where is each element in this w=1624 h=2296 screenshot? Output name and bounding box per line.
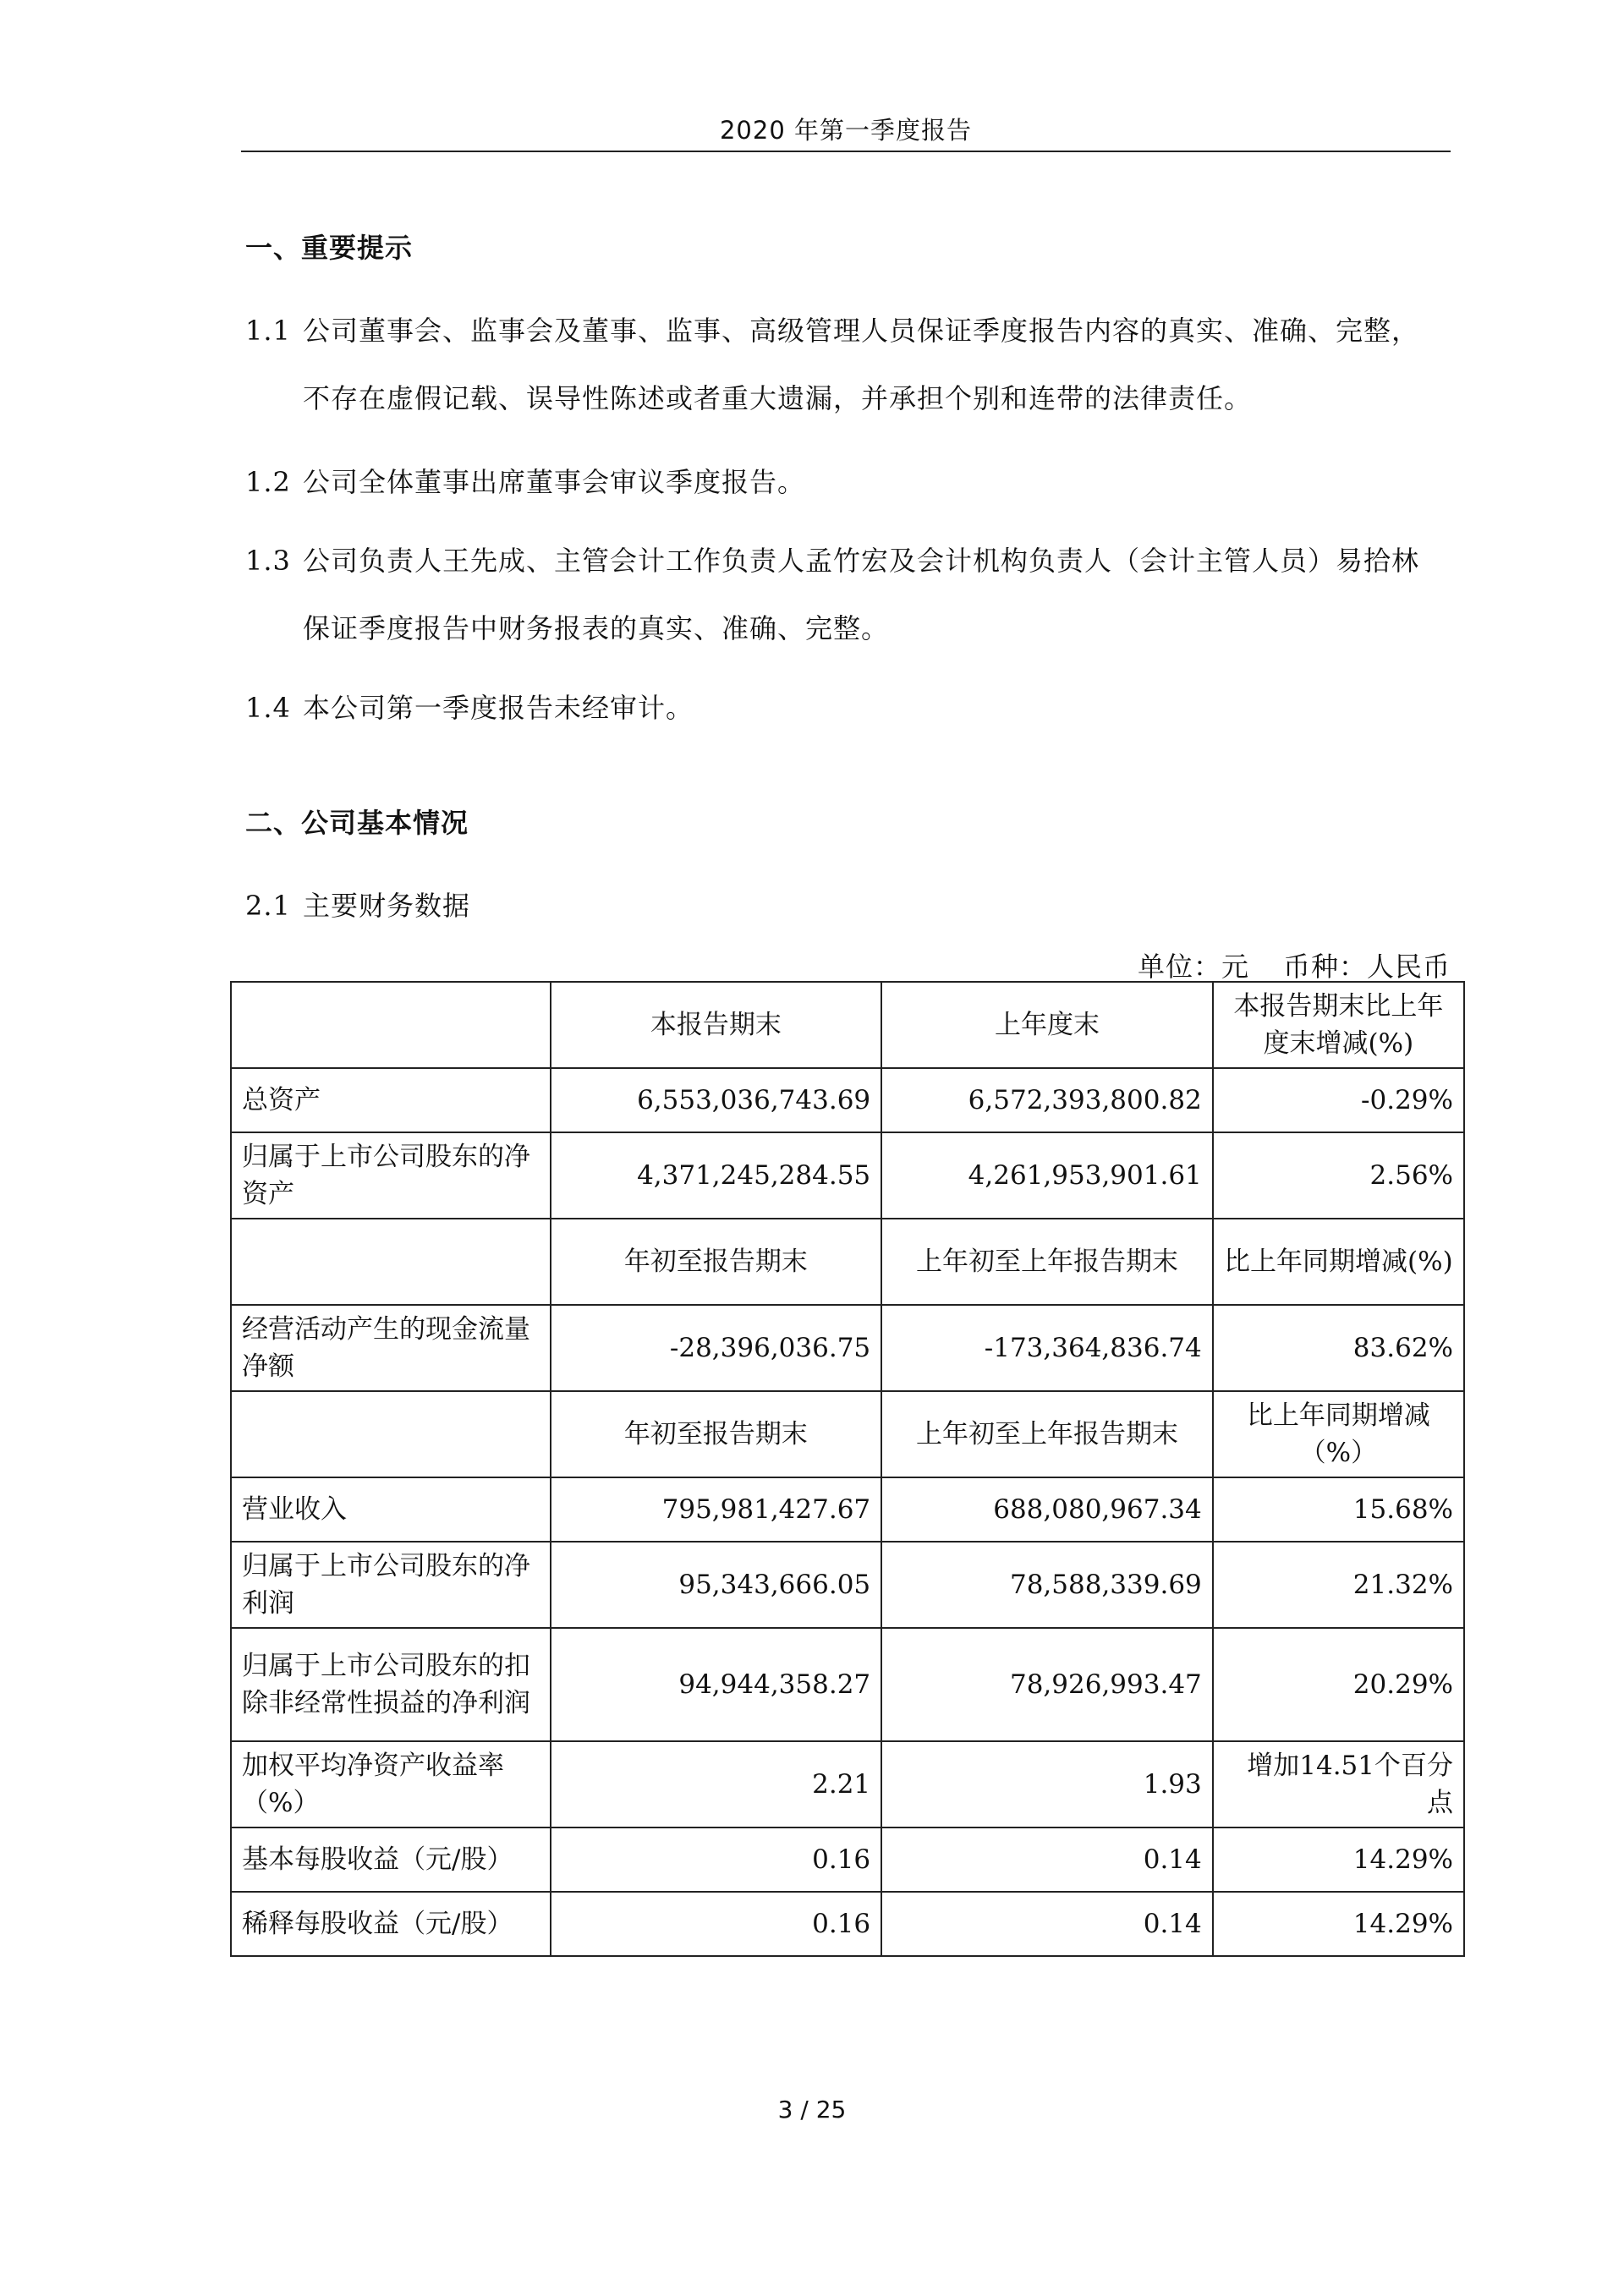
table-header-cell: 年初至报告期末 <box>551 1219 882 1305</box>
financial-data-table <box>230 981 1465 1957</box>
table-cell: 0.14 <box>881 1892 1213 1956</box>
row-label: 基本每股收益（元/股） <box>231 1827 551 1892</box>
row-label: 加权平均净资产收益率（%） <box>231 1741 551 1827</box>
row-label: 稀释每股收益（元/股） <box>231 1892 551 1956</box>
unit-label: 单位：元 <box>1137 951 1249 983</box>
row-label: 归属于上市公司股东的净资产 <box>231 1132 551 1219</box>
table-cell: -28,396,036.75 <box>551 1305 882 1391</box>
item-1-4 <box>245 687 694 726</box>
table-row <box>231 1827 1464 1892</box>
row-label: 归属于上市公司股东的净利润 <box>231 1542 551 1628</box>
table-row <box>231 1132 1464 1219</box>
table-row <box>231 1741 1464 1827</box>
table-header-row <box>231 1391 1464 1477</box>
item-1-3-cont: 保证季度报告中财务报表的真实、准确、完整。 <box>303 612 890 644</box>
table-cell: 增加14.51个百分点 <box>1213 1741 1464 1827</box>
item-text: 公司董事会、监事会及董事、监事、高级管理人员保证季度报告内容的真实、准确、完整， <box>303 315 1420 347</box>
table-cell <box>231 1219 551 1305</box>
subsection-title: 主要财务数据 <box>303 890 471 922</box>
row-label: 总资产 <box>231 1068 551 1132</box>
table-header-row <box>231 982 1464 1068</box>
unit-line <box>1138 945 1451 984</box>
table-cell: 14.29% <box>1213 1892 1464 1956</box>
page-number: 3 / 25 <box>777 2096 847 2123</box>
item-number: 1.2 <box>245 466 291 498</box>
table-cell: 2.56% <box>1213 1132 1464 1219</box>
row-label: 经营活动产生的现金流量净额 <box>231 1305 551 1391</box>
table-header-cell: 本报告期末比上年度末增减(%) <box>1213 982 1464 1068</box>
item-1-1-cont: 不存在虚假记载、误导性陈述或者重大遗漏，并承担个别和连带的法律责任。 <box>303 382 1253 414</box>
table-header-cell: 上年初至上年报告期末 <box>881 1391 1213 1477</box>
item-text: 本公司第一季度报告未经审计。 <box>303 692 694 724</box>
section-2-title: 二、公司基本情况 <box>245 807 469 839</box>
table-cell: 14.29% <box>1213 1827 1464 1892</box>
table-row <box>231 1305 1464 1391</box>
subsection-2-1 <box>245 885 470 923</box>
table-header-cell: 上年初至上年报告期末 <box>881 1219 1213 1305</box>
table-header-cell: 比上年同期增减(%) <box>1213 1219 1464 1305</box>
row-label: 归属于上市公司股东的扣除非经常性损益的净利润 <box>231 1628 551 1741</box>
item-number: 1.4 <box>245 692 291 724</box>
table-cell: 95,343,666.05 <box>551 1542 882 1628</box>
table-cell: 6,553,036,743.69 <box>551 1068 882 1132</box>
table-cell: 0.16 <box>551 1827 882 1892</box>
table-cell <box>231 1391 551 1477</box>
item-number: 2.1 <box>245 890 291 922</box>
table-cell: 21.32% <box>1213 1542 1464 1628</box>
table-cell: 6,572,393,800.82 <box>881 1068 1213 1132</box>
table-row <box>231 1477 1464 1542</box>
table-cell: 78,588,339.69 <box>881 1542 1213 1628</box>
row-label: 营业收入 <box>231 1477 551 1542</box>
table-cell: 94,944,358.27 <box>551 1628 882 1741</box>
table-cell: 688,080,967.34 <box>881 1477 1213 1542</box>
table-cell: 0.16 <box>551 1892 882 1956</box>
table-header-cell: 本报告期末 <box>551 982 882 1068</box>
table-cell: 20.29% <box>1213 1628 1464 1741</box>
item-1-1 <box>245 310 1419 348</box>
table-cell: 4,371,245,284.55 <box>551 1132 882 1219</box>
table-cell: 83.62% <box>1213 1305 1464 1391</box>
item-number: 1.3 <box>245 545 291 577</box>
running-header: 2020 年第一季度报告 <box>719 116 973 145</box>
table-cell: 795,981,427.67 <box>551 1477 882 1542</box>
table-header-row <box>231 1219 1464 1305</box>
table-cell: 1.93 <box>881 1741 1213 1827</box>
table-row <box>231 1892 1464 1956</box>
table-row <box>231 1542 1464 1628</box>
table-cell: 15.68% <box>1213 1477 1464 1542</box>
table-cell <box>231 982 551 1068</box>
table-cell: 2.21 <box>551 1741 882 1827</box>
table-row <box>231 1068 1464 1132</box>
item-1-3 <box>245 540 1419 578</box>
item-text: 公司负责人王先成、主管会计工作负责人孟竹宏及会计机构负责人（会计主管人员）易拾林 <box>303 545 1420 577</box>
item-text: 公司全体董事出席董事会审议季度报告。 <box>303 466 806 498</box>
header-rule <box>241 151 1451 152</box>
table-header-cell: 比上年同期增减（%） <box>1213 1391 1464 1477</box>
table-cell: -173,364,836.74 <box>881 1305 1213 1391</box>
item-1-2 <box>245 461 805 500</box>
table-header-cell: 年初至报告期末 <box>551 1391 882 1477</box>
currency-label: 币种：人民币 <box>1282 951 1451 983</box>
table-header-cell: 上年度末 <box>881 982 1213 1068</box>
section-1-title: 一、重要提示 <box>245 232 414 264</box>
table-row <box>231 1628 1464 1741</box>
table-cell: -0.29% <box>1213 1068 1464 1132</box>
item-number: 1.1 <box>245 315 291 347</box>
table-cell: 78,926,993.47 <box>881 1628 1213 1741</box>
table-cell: 4,261,953,901.61 <box>881 1132 1213 1219</box>
table-cell: 0.14 <box>881 1827 1213 1892</box>
